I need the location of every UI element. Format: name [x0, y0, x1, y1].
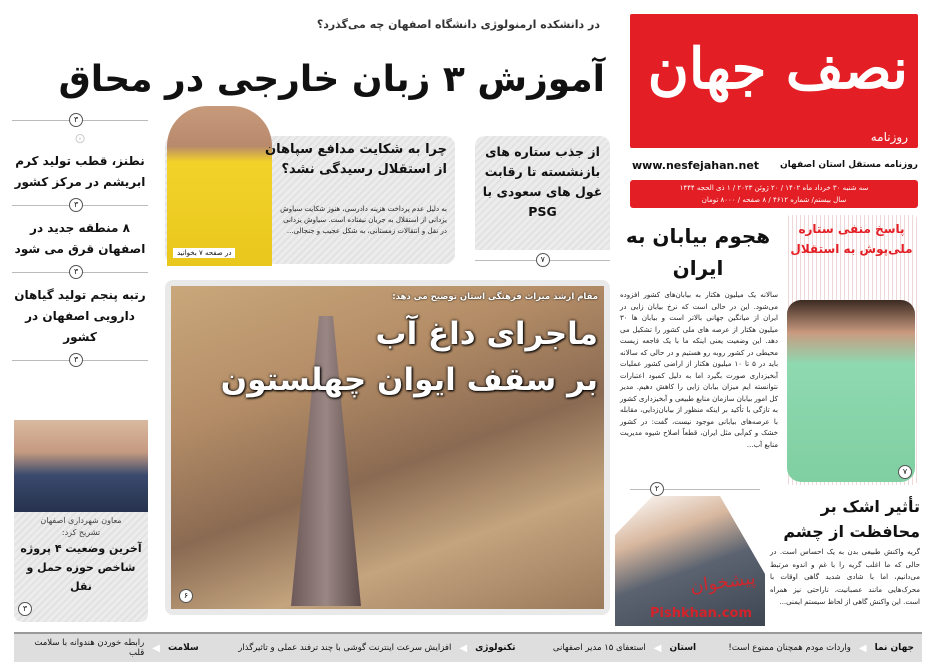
lead-kicker: در دانشکده ارمنولوژی دانشگاه اصفهان چه می‌گذرد؟	[316, 18, 600, 31]
sepahan-story[interactable]	[165, 136, 455, 264]
official-photo	[14, 420, 148, 512]
watermark: Pishkhan.com	[650, 606, 753, 621]
psg-story[interactable]	[475, 136, 610, 250]
ticker-headline[interactable]: رابطه خوردن هندوانه با سلامت قلب	[34, 638, 145, 658]
website-link[interactable]: www.nesfejahan.net	[632, 159, 760, 172]
page-number: ۳	[69, 113, 83, 127]
left-story-title[interactable]: نطنز، قطب تولید کرم ابریشم در مرکز کشور	[14, 154, 146, 189]
page-number: ۳	[69, 353, 83, 367]
arrow-icon: ◀	[653, 642, 662, 654]
psg-title: از جذب ستاره های بازنشسته تا رقابت غول های سعودی با PSG	[482, 144, 603, 219]
ceiling-photo	[171, 286, 604, 609]
ticker-section[interactable]: تکنولوژی	[475, 643, 516, 653]
ticker-section[interactable]: سلامت	[167, 643, 199, 653]
ticker-section[interactable]: جهان نما	[874, 643, 914, 653]
download-icon: ⊙	[74, 131, 86, 147]
keeper-story[interactable]	[785, 215, 918, 485]
sepahan-title: چرا به شکایت مدافع سپاهان از استقلال رسیدگی نشد؟	[264, 142, 447, 177]
divider	[12, 267, 148, 276]
divider	[12, 115, 148, 124]
player-photo	[167, 106, 272, 266]
page-number: ۳	[69, 198, 83, 212]
date-line: سه شنبه ۳۰ خرداد ماه ۱۴۰۲ / ۲۰ ژوئن ۲۰۲۳ / ۱ ذی الحجه ۱۴۴۴	[679, 184, 869, 192]
interview-role: معاون شهرداری اصفهان	[40, 516, 122, 525]
chehelsotoun-kicker: مقام ارشد میراث فرهنگی استان توضیح می دهد:	[392, 292, 598, 302]
divider	[12, 200, 148, 209]
divider	[475, 255, 610, 264]
divider	[630, 484, 760, 493]
desert-title[interactable]: هجوم بیابان به ایران	[625, 224, 771, 280]
desert-body: سالانه یک میلیون هکتار به بیابان‌های کشور افزوده می‌شود. این در حالی است که نرخ بیابان زایی در ایران از میانگین جهانی بالاتر است و بیابان ها ۳۰ میلیون هکتار از عرصه های ملی کشور را تشکیل می دهد. این وضعیت یعنی اینکه ما با یک فاجعه زیست محیطی در کشور روبه رو هستیم و در حالی که سالانه باید در ۵ تا ۱۰ میلیون هکتار از اراضی کشور عملیات آبخیزداری صورت بگیرد اما به دلیل کمبود اعتبارات نتوانسته ایم میزان بیابان زایی را کاهش دهیم. مدیر کل امور بیابان سازمان منابع طبیعی و آبخیزداری کشور به تازگی با تأکید بر اینکه منظور از بیابان‌زدایی، مقابله با عرصه‌های بیابانی موجود نیست، گفت: در کشور خشک و کم‌آبی مثل ایران، قطعاً اصلاح شیوه مدیریت منابع آب...	[620, 291, 779, 449]
ticker-headline[interactable]: افزایش سرعت اینترنت گوشی با چند ترفند عملی و تاثیرگذار	[238, 643, 452, 653]
chehelsotoun-title-1: ماجرای داغ آب	[375, 316, 598, 352]
page-number: ۳	[18, 602, 32, 616]
interview-kicker: تشریح کرد:	[61, 528, 101, 537]
goalkeeper-photo	[787, 300, 915, 482]
masthead-logo-box	[630, 14, 918, 148]
arrow-icon: ◀	[459, 642, 468, 654]
keeper-title: پاسخ منفی ستاره ملی‌پوش به استقلال	[790, 222, 913, 256]
ticker-headline[interactable]: واردات مودم همچنان ممنوع است!	[728, 643, 851, 653]
logo-subtitle: روزنامه	[870, 130, 908, 144]
read-more-link[interactable]: در صفحه ۷ بخوانید	[173, 248, 235, 258]
left-story-title[interactable]: رتبه پنجم تولید گیاهان دارویی اصفهان در کشور	[14, 288, 146, 344]
sepahan-body: به دلیل عدم پرداخت هزینه دادرسی، هنوز شکایت سیاوش یزدانی از استقلال به جریان نیفتاده است. سیاوش یزدانی در نقل و انتقالات زمستانی، به شکل عجیب و جنجالی...	[280, 205, 447, 235]
page-number: ۷	[898, 465, 912, 479]
ticker-section[interactable]: استان	[669, 643, 697, 653]
newspaper-logo: نصف جهان	[647, 36, 908, 102]
page-number: ۲	[650, 482, 664, 496]
chehelsotoun-story[interactable]	[165, 280, 610, 615]
lead-headline[interactable]: آموزش ۳ زبان خارجی در محاق	[58, 59, 605, 100]
chehelsotoun-title-2: بر سقف ایوان چهلستون	[220, 362, 598, 398]
tears-title[interactable]: تأثیر اشک بر محافظت از چشم	[783, 497, 920, 541]
watermark-fa: پیشخوان	[688, 567, 757, 598]
page-number: ۶	[179, 589, 193, 603]
arrow-icon: ◀	[152, 642, 160, 654]
ticker-headline[interactable]: استعفای ۱۵ مدیر اصفهانی	[552, 643, 646, 653]
interview-box	[14, 420, 148, 622]
tears-body: گریه واکنش طبیعی بدن به یک احساس است. در حالی که ما اغلب گریه را با غم و اندوه مرتبط می‌دانیم، اما با شادی شدید گاهی اوقات با محرک‌هایی مانند عصبانیت، ناراحتی نیز همراه است. این واکنش گاهی از لحاظ سیستم ایمنی...	[770, 548, 920, 606]
bottom-ticker	[14, 632, 922, 662]
page-number: ۳	[69, 265, 83, 279]
left-story-title[interactable]: ۸ منطقه جدید در اصفهان قرق می شود	[14, 221, 146, 256]
divider	[12, 355, 148, 364]
tagline: روزنامه مستقل استان اصفهان	[780, 160, 918, 170]
issue-line: سال بیستم/ شماره ۴۶۱۲ / ۸ صفحه / ۸۰۰۰ تومان	[701, 196, 847, 204]
date-bar	[630, 180, 918, 208]
interview-title[interactable]: آخرین وضعیت ۴ پروژه شاخص حوزه حمل و نقل	[20, 542, 142, 593]
arrow-icon: ◀	[858, 642, 867, 654]
page-number: ۷	[536, 253, 550, 267]
